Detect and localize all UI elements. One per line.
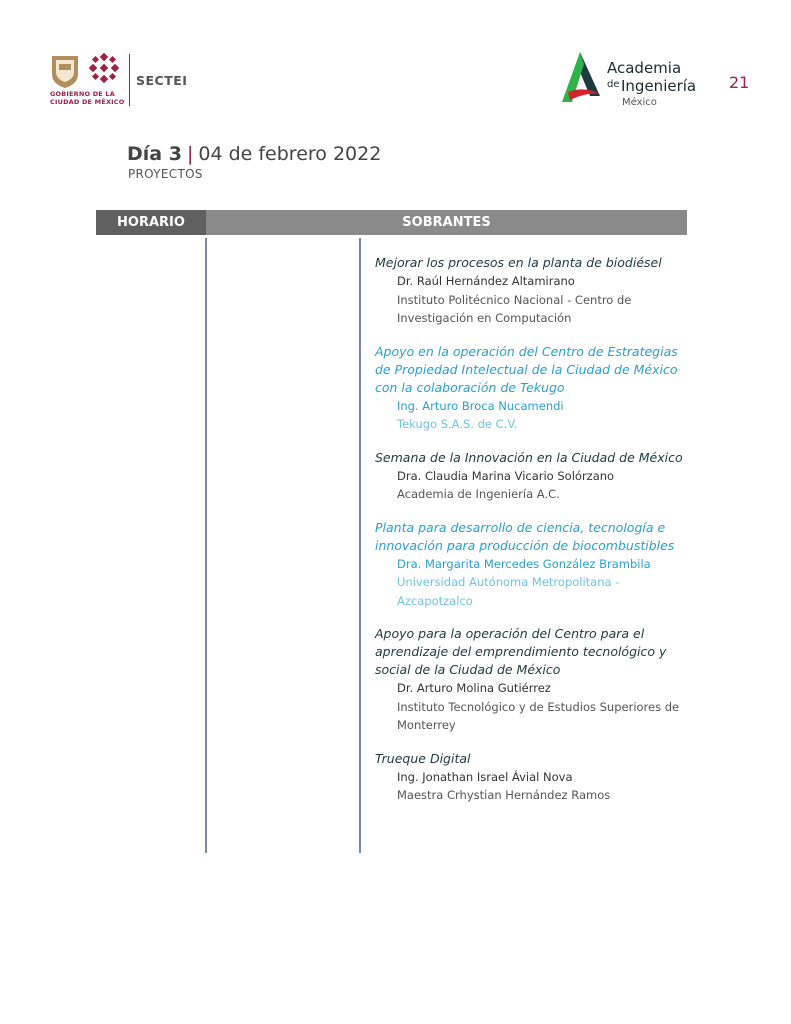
project-organization: Instituto Tecnológico y de Estudios Superiores de Monterrey [397,699,680,732]
project-organization: Tekugo S.A.S. de C.V. [397,417,518,431]
logo-divider [129,54,130,106]
project-item [375,449,695,504]
project-title: Planta para desarrollo de ciencia, tecnología e innovación para producción de biocombustibles [375,519,675,553]
project-person: Ing. Jonathan Israel Ávial Nova [397,769,573,784]
project-title: Apoyo para la operación del Centro para el aprendizaje del emprendimiento tecnológico y social de la Ciudad de México [375,626,667,677]
day-separator: | [186,143,194,165]
project-organization: Academia de Ingeniería A.C. [397,487,560,501]
project-item [375,343,695,434]
academia-name-line2: Ingeniería [621,77,697,95]
academia-name-line1: Academia [607,59,682,77]
project-title: Semana de la Innovación en la Ciudad de México [375,449,683,465]
academia-logo-icon [560,50,604,108]
day-title [127,143,381,165]
day-date: 04 de febrero 2022 [198,143,382,165]
column-header-sobrantes: SOBRANTES [206,210,687,235]
project-organization: Instituto Politécnico Nacional - Centro de Investigación en Computación [397,292,632,325]
project-title: Apoyo en la operación del Centro de Estrategias de Propiedad Intelectual de la Ciudad de México con la colaboración de Tekugo [375,343,678,395]
project-title: Mejorar los procesos en la planta de biodiésel [375,255,662,270]
column-divider [205,238,207,853]
project-organization: Maestra Crhystian Hernández Ramos [397,788,611,802]
day-subtitle: PROYECTOS [128,167,203,181]
project-person: Dra. Margarita Mercedes González Brambila [397,556,651,571]
project-organization: Universidad Autónoma Metropolitana - Azcapotzalco [397,575,620,608]
project-person: Dr. Arturo Molina Gutiérrez [397,681,551,695]
project-list [375,254,695,820]
project-item [375,254,695,328]
day-label: Día 3 [127,143,182,165]
project-item [375,750,695,805]
academia-name-prefix: de [607,79,620,90]
project-person: Dra. Claudia Marina Vicario Solórzano [397,468,615,483]
project-title: Trueque Digital [375,750,471,766]
cdmx-caption: GOBIERNO DE LA CIUDAD DE MÉXICO [50,90,125,106]
project-item [375,625,695,735]
sectei-label: SECTEI [136,73,188,88]
column-divider [359,238,361,853]
academia-name-line3: México [622,97,657,108]
project-item [375,519,695,611]
page-number: 21 [729,73,750,92]
column-header-horario: HORARIO [96,210,206,235]
project-person: Dr. Raúl Hernández Altamirano [397,274,575,288]
project-person: Ing. Arturo Broca Nucamendi [397,398,564,413]
